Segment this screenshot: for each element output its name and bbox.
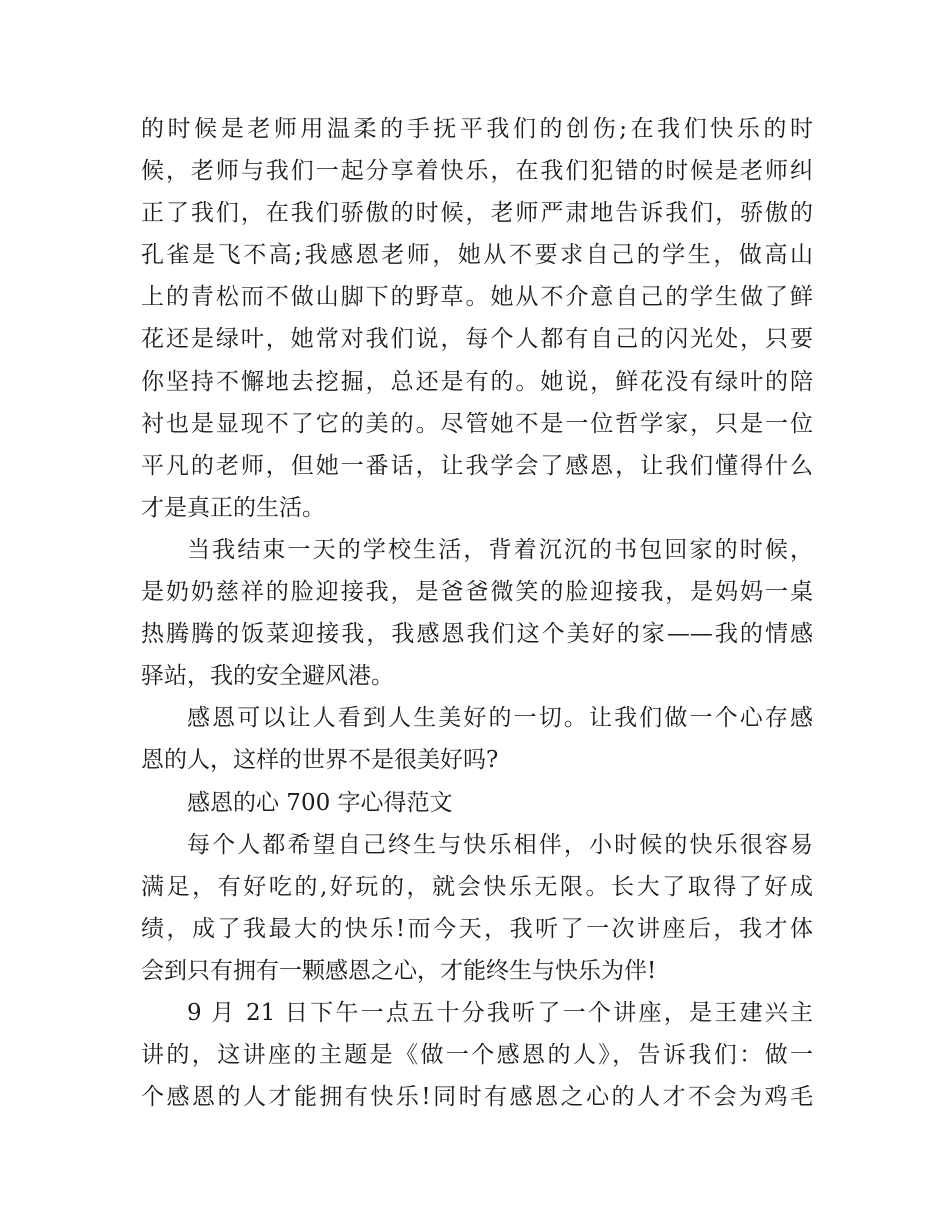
paragraph — [141, 529, 813, 697]
text-line: 花还是绿叶，她常对我们说，每个人都有自己的闪光处，只要 — [141, 326, 813, 353]
paragraph — [141, 108, 813, 529]
text-line: 讲的，这讲座的主题是《做一个感恩的人》，告诉我们：做一 — [141, 1042, 813, 1069]
text-line: 恩的人，这样的世界不是很美好吗? — [141, 747, 499, 774]
text-line: 9 月 21 日下午一点五十分我听了一个讲座，是王建兴主 — [187, 999, 813, 1026]
text-line: 才是真正的生活。 — [141, 494, 325, 521]
text-line: 正了我们，在我们骄傲的时候，老师严肃地告诉我们，骄傲的 — [141, 200, 813, 227]
paragraph — [141, 824, 813, 992]
text-line: 绩，成了我最大的快乐!而今天，我听了一次讲座后，我才体 — [141, 915, 813, 942]
text-line: 孔雀是飞不高;我感恩老师，她从不要求自己的学生，做高山 — [141, 242, 813, 269]
paragraph — [141, 697, 813, 781]
text-line: 满足，有好吃的,好玩的，就会快乐无限。长大了取得了好成 — [141, 873, 813, 900]
section-heading — [141, 782, 813, 824]
text-line: 会到只有拥有一颗感恩之心，才能终生与快乐为伴! — [141, 957, 657, 984]
text-line: 的时候是老师用温柔的手抚平我们的创伤;在我们快乐的时 — [141, 116, 813, 142]
text-line: 是奶奶慈祥的脸迎接我，是爸爸微笑的脸迎接我，是妈妈一桌 — [141, 579, 813, 606]
text-line: 驿站，我的安全避风港。 — [141, 663, 394, 690]
paragraph — [141, 992, 813, 1118]
document-page — [141, 108, 813, 1118]
text-line: 每个人都希望自己终生与快乐相伴，小时候的快乐很容易 — [187, 831, 813, 858]
text-line: 衬也是显现不了它的美的。尽管她不是一位哲学家，只是一位 — [141, 410, 813, 437]
text-line: 热腾腾的饭菜迎接我，我感恩我们这个美好的家——我的情感 — [141, 621, 813, 648]
text-line: 你坚持不懈地去挖掘，总还是有的。她说，鲜花没有绿叶的陪 — [141, 368, 813, 395]
heading-line: 感恩的心 700 字心得范文 — [187, 789, 453, 816]
text-line: 感恩可以让人看到人生美好的一切。让我们做一个心存感 — [187, 705, 813, 732]
text-line: 候，老师与我们一起分享着快乐，在我们犯错的时候是老师纠 — [141, 158, 813, 185]
text-line: 平凡的老师，但她一番话，让我学会了感恩，让我们懂得什么 — [141, 452, 813, 479]
text-line: 上的青松而不做山脚下的野草。她从不介意自己的学生做了鲜 — [141, 284, 813, 311]
text-line: 当我结束一天的学校生活，背着沉沉的书包回家的时候， — [187, 536, 813, 563]
text-line: 个感恩的人才能拥有快乐!同时有感恩之心的人才不会为鸡毛 — [141, 1084, 813, 1111]
